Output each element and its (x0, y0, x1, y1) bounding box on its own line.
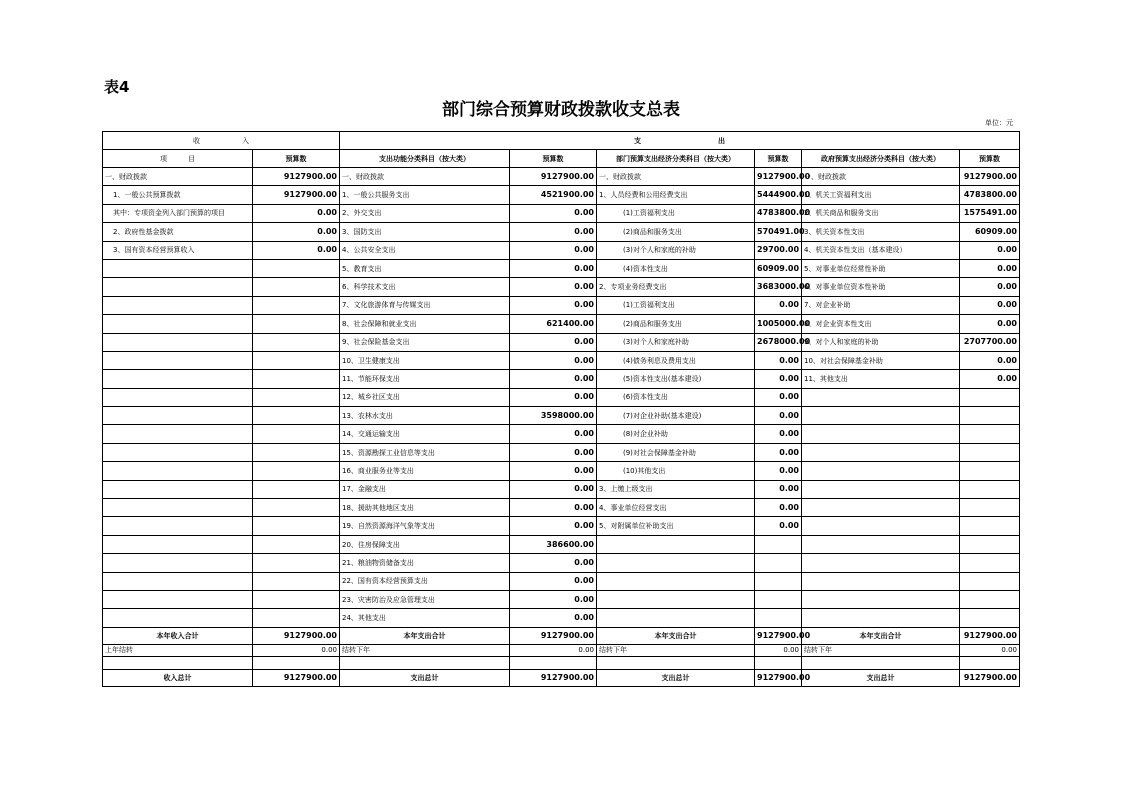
item-cell: 23、灾害防治及应急管理支出 (340, 590, 510, 608)
item-cell (103, 296, 253, 314)
item-cell (103, 656, 253, 669)
budget-cell: 2678000.00 (755, 333, 802, 351)
item-cell: 6、科学技术支出 (340, 278, 510, 296)
budget-header: 预算数 (253, 150, 340, 168)
page-title: 部门综合预算财政拨款收支总表 (442, 100, 680, 120)
group-header-row (103, 132, 1020, 150)
item-cell: 1、一般公共服务支出 (340, 186, 510, 204)
budget-cell: 0.00 (510, 425, 597, 443)
item-header: 项 目 (103, 150, 253, 168)
budget-cell: 0.00 (960, 259, 1020, 277)
budget-cell: 0.00 (253, 644, 340, 656)
table-row (103, 204, 1020, 222)
budget-cell (960, 462, 1020, 480)
table-row (103, 333, 1020, 351)
item-cell: 8、对企业资本性支出 (802, 315, 960, 333)
item-cell (103, 333, 253, 351)
item-cell: 4、机关资本性支出（基本建设） (802, 241, 960, 259)
item-cell: (4)债务利息及费用支出 (597, 351, 755, 369)
budget-cell: 0.00 (510, 388, 597, 406)
budget-cell: 0.00 (960, 644, 1020, 656)
func-header: 支出功能分类科目（按大类） (340, 150, 510, 168)
budget-cell: 9127900.00 (253, 669, 340, 686)
budget-cell: 0.00 (510, 517, 597, 535)
item-cell (103, 590, 253, 608)
item-cell (802, 590, 960, 608)
budget-cell (755, 554, 802, 572)
budget-cell (253, 370, 340, 388)
budget-cell: 2707700.00 (960, 333, 1020, 351)
item-cell (802, 425, 960, 443)
budget-cell (755, 535, 802, 553)
budget-cell: 570491.00 (755, 223, 802, 241)
item-cell (802, 407, 960, 425)
item-cell: 14、交通运输支出 (340, 425, 510, 443)
item-cell: 9、对个人和家庭的补助 (802, 333, 960, 351)
budget-cell: 0.00 (253, 241, 340, 259)
item-cell: 18、援助其他地区支出 (340, 499, 510, 517)
budget-cell: 0.00 (755, 480, 802, 498)
budget-cell: 0.00 (510, 443, 597, 461)
budget-cell: 9127900.00 (960, 168, 1020, 186)
budget-cell (253, 296, 340, 314)
budget-cell (253, 259, 340, 277)
item-cell: 一、财政拨款 (340, 168, 510, 186)
item-cell (103, 462, 253, 480)
budget-cell: 4783800.00 (960, 186, 1020, 204)
budget-cell: 0.00 (960, 351, 1020, 369)
budget-cell: 0.00 (510, 480, 597, 498)
budget-cell: 0.00 (253, 204, 340, 222)
item-cell: 21、粮油物资储备支出 (340, 554, 510, 572)
budget-cell (960, 425, 1020, 443)
item-cell: 2、专项业务经费支出 (597, 278, 755, 296)
item-cell: 上年结转 (103, 644, 253, 656)
item-cell (103, 407, 253, 425)
budget-cell: 0.00 (253, 223, 340, 241)
budget-cell: 9127900.00 (253, 627, 340, 644)
budget-cell (960, 609, 1020, 627)
budget-cell (960, 590, 1020, 608)
item-cell: 其中：专项资金列入部门预算的项目 (103, 204, 253, 222)
item-cell: (1)工资福利支出 (597, 296, 755, 314)
item-cell (802, 499, 960, 517)
item-cell: 20、住房保障支出 (340, 535, 510, 553)
item-cell: 支出总计 (802, 669, 960, 686)
budget-cell (755, 609, 802, 627)
item-cell (103, 480, 253, 498)
budget-cell: 0.00 (960, 370, 1020, 388)
item-cell (103, 425, 253, 443)
item-cell: (3)对个人和家庭补助 (597, 333, 755, 351)
item-cell: (1)工资福利支出 (597, 204, 755, 222)
budget-cell: 0.00 (755, 425, 802, 443)
budget-cell: 1575491.00 (960, 204, 1020, 222)
budget-cell (960, 443, 1020, 461)
budget-cell (253, 517, 340, 535)
budget-cell (960, 656, 1020, 669)
item-cell: 7、对企业补助 (802, 296, 960, 314)
budget-cell: 3683000.00 (755, 278, 802, 296)
budget-cell (253, 351, 340, 369)
table-row (103, 554, 1020, 572)
item-cell: 4、公共安全支出 (340, 241, 510, 259)
table-row (103, 407, 1020, 425)
item-cell: 本年支出合计 (340, 627, 510, 644)
budget-cell: 0.00 (755, 388, 802, 406)
table-row (103, 315, 1020, 333)
table-row (103, 535, 1020, 553)
budget-cell: 0.00 (755, 351, 802, 369)
budget-cell: 0.00 (510, 572, 597, 590)
budget-cell (253, 554, 340, 572)
budget-table (102, 131, 1020, 687)
item-cell: 6、对事业单位资本性补助 (802, 278, 960, 296)
budget-cell: 0.00 (510, 462, 597, 480)
budget-cell: 0.00 (510, 259, 597, 277)
table-row (103, 168, 1020, 186)
table-row (103, 462, 1020, 480)
item-cell (802, 535, 960, 553)
year-total-row (103, 627, 1020, 644)
item-cell: 一、财政拨款 (802, 168, 960, 186)
item-cell (802, 443, 960, 461)
budget-cell: 0.00 (510, 554, 597, 572)
budget-cell: 0.00 (960, 278, 1020, 296)
item-cell: (3)对个人和家庭的补助 (597, 241, 755, 259)
budget-cell: 4783800.00 (755, 204, 802, 222)
item-cell: 3、机关资本性支出 (802, 223, 960, 241)
table-number: 表4 (104, 78, 130, 96)
budget-cell: 0.00 (510, 241, 597, 259)
item-cell: (4)资本性支出 (597, 259, 755, 277)
table-row (103, 296, 1020, 314)
budget-cell (253, 609, 340, 627)
item-cell: 本年支出合计 (597, 627, 755, 644)
table-row (103, 425, 1020, 443)
budget-cell: 5444900.00 (755, 186, 802, 204)
budget-cell: 0.00 (510, 296, 597, 314)
dept-econ-header: 部门预算支出经济分类科目（按大类） (597, 150, 755, 168)
budget-cell: 0.00 (755, 644, 802, 656)
table-row (103, 499, 1020, 517)
budget-cell: 0.00 (960, 315, 1020, 333)
item-cell: 结转下年 (802, 644, 960, 656)
table-row (103, 590, 1020, 608)
item-cell (597, 590, 755, 608)
income-group-header: 收 入 (103, 132, 340, 150)
budget-cell: 1005000.00 (755, 315, 802, 333)
table-row (103, 278, 1020, 296)
item-cell: 19、自然资源海洋气象等支出 (340, 517, 510, 535)
item-cell (103, 609, 253, 627)
item-cell (597, 535, 755, 553)
budget-cell: 0.00 (510, 370, 597, 388)
item-cell (103, 443, 253, 461)
item-cell (802, 609, 960, 627)
item-cell (103, 351, 253, 369)
item-cell (802, 554, 960, 572)
budget-cell (253, 278, 340, 296)
item-cell (103, 517, 253, 535)
budget-cell: 621400.00 (510, 315, 597, 333)
budget-cell (253, 333, 340, 351)
item-cell (802, 480, 960, 498)
item-cell (340, 656, 510, 669)
budget-header: 预算数 (510, 150, 597, 168)
item-cell: 2、政府性基金拨款 (103, 223, 253, 241)
budget-cell (253, 425, 340, 443)
item-cell (802, 656, 960, 669)
budget-cell: 0.00 (755, 499, 802, 517)
budget-cell (510, 656, 597, 669)
item-cell: (8)对企业补助 (597, 425, 755, 443)
item-cell (597, 572, 755, 590)
item-cell: (9)对社会保障基金补助 (597, 443, 755, 461)
item-cell (597, 554, 755, 572)
budget-cell: 0.00 (755, 407, 802, 425)
budget-cell (960, 554, 1020, 572)
item-cell: 3、国防支出 (340, 223, 510, 241)
item-cell: 5、对事业单位经常性补助 (802, 259, 960, 277)
budget-cell: 0.00 (510, 223, 597, 241)
item-cell (103, 315, 253, 333)
budget-cell (253, 656, 340, 669)
table-row (103, 517, 1020, 535)
budget-cell (960, 535, 1020, 553)
item-cell (103, 278, 253, 296)
budget-cell: 0.00 (755, 462, 802, 480)
item-cell (802, 388, 960, 406)
item-cell: 24、其他支出 (340, 609, 510, 627)
item-cell: (2)商品和服务支出 (597, 223, 755, 241)
carry-row (103, 644, 1020, 656)
expense-group-header: 支 出 (340, 132, 1020, 150)
budget-cell: 60909.00 (960, 223, 1020, 241)
item-cell: 2、机关商品和服务支出 (802, 204, 960, 222)
item-cell: (10)其他支出 (597, 462, 755, 480)
item-cell: 9、社会保险基金支出 (340, 333, 510, 351)
item-cell: 支出总计 (597, 669, 755, 686)
grand-total-row (103, 669, 1020, 686)
budget-cell: 0.00 (755, 517, 802, 535)
budget-cell: 0.00 (510, 499, 597, 517)
budget-cell (253, 572, 340, 590)
item-cell: (6)资本性支出 (597, 388, 755, 406)
budget-cell: 4521900.00 (510, 186, 597, 204)
table-row (103, 480, 1020, 498)
budget-cell (253, 499, 340, 517)
table-row (103, 259, 1020, 277)
item-cell: 5、教育支出 (340, 259, 510, 277)
item-cell (103, 499, 253, 517)
table-row (103, 241, 1020, 259)
table-row (103, 443, 1020, 461)
budget-header: 预算数 (960, 150, 1020, 168)
budget-cell (253, 535, 340, 553)
item-cell (597, 656, 755, 669)
item-cell (597, 609, 755, 627)
item-cell: 8、社会保障和就业支出 (340, 315, 510, 333)
gov-econ-header: 政府预算支出经济分类科目（按大类） (802, 150, 960, 168)
budget-cell: 9127900.00 (755, 669, 802, 686)
item-cell: 7、文化旅游体育与传媒支出 (340, 296, 510, 314)
item-cell: 3、上缴上级支出 (597, 480, 755, 498)
item-cell: 1、一般公共预算拨款 (103, 186, 253, 204)
budget-cell: 0.00 (510, 351, 597, 369)
budget-cell (960, 517, 1020, 535)
budget-cell: 29700.00 (755, 241, 802, 259)
table-row (103, 370, 1020, 388)
budget-cell (253, 388, 340, 406)
item-cell: 一、财政拨款 (597, 168, 755, 186)
budget-cell (960, 480, 1020, 498)
item-cell (802, 572, 960, 590)
table-row (103, 572, 1020, 590)
item-cell: 5、对附属单位补助支出 (597, 517, 755, 535)
budget-cell: 9127900.00 (253, 168, 340, 186)
item-cell: (5)资本性支出(基本建设) (597, 370, 755, 388)
item-cell: 17、金融支出 (340, 480, 510, 498)
budget-cell: 0.00 (510, 333, 597, 351)
item-cell: 11、节能环保支出 (340, 370, 510, 388)
item-cell (103, 572, 253, 590)
budget-cell (755, 572, 802, 590)
item-cell: 3、国有资本经营预算收入 (103, 241, 253, 259)
budget-cell: 0.00 (755, 370, 802, 388)
budget-cell: 0.00 (510, 644, 597, 656)
budget-header: 预算数 (755, 150, 802, 168)
budget-cell (755, 656, 802, 669)
column-header-row (103, 150, 1020, 168)
budget-cell: 9127900.00 (755, 168, 802, 186)
item-cell: 13、农林水支出 (340, 407, 510, 425)
budget-cell: 0.00 (510, 278, 597, 296)
item-cell (103, 259, 253, 277)
item-cell (103, 388, 253, 406)
budget-cell: 3598000.00 (510, 407, 597, 425)
item-cell: 1、人员经费和公用经费支出 (597, 186, 755, 204)
item-cell: 一、财政拨款 (103, 168, 253, 186)
budget-cell (253, 480, 340, 498)
budget-cell: 9127900.00 (253, 186, 340, 204)
item-cell: 本年收入合计 (103, 627, 253, 644)
budget-cell: 9127900.00 (755, 627, 802, 644)
item-cell: 本年支出合计 (802, 627, 960, 644)
table-row (103, 609, 1020, 627)
item-cell: 15、资源勘探工业信息等支出 (340, 443, 510, 461)
budget-cell: 0.00 (755, 443, 802, 461)
budget-cell (960, 499, 1020, 517)
budget-cell (960, 407, 1020, 425)
item-cell: 10、对社会保障基金补助 (802, 351, 960, 369)
budget-cell: 0.00 (510, 590, 597, 608)
budget-cell: 0.00 (960, 241, 1020, 259)
budget-cell: 0.00 (510, 204, 597, 222)
item-cell: 2、外交支出 (340, 204, 510, 222)
item-cell: 支出总计 (340, 669, 510, 686)
table-row (103, 186, 1020, 204)
budget-cell: 9127900.00 (960, 669, 1020, 686)
unit-label: 单位：元 (985, 119, 1013, 127)
item-cell: 1、机关工资福利支出 (802, 186, 960, 204)
item-cell: 22、国有资本经营预算支出 (340, 572, 510, 590)
budget-cell: 0.00 (510, 609, 597, 627)
budget-cell (253, 590, 340, 608)
item-cell: 10、卫生健康支出 (340, 351, 510, 369)
budget-cell: 386600.00 (510, 535, 597, 553)
item-cell: 11、其他支出 (802, 370, 960, 388)
budget-cell (253, 462, 340, 480)
budget-cell: 0.00 (755, 296, 802, 314)
budget-cell: 9127900.00 (510, 627, 597, 644)
budget-cell (755, 590, 802, 608)
item-cell: 结转下年 (340, 644, 510, 656)
budget-cell (253, 315, 340, 333)
budget-cell (253, 443, 340, 461)
budget-cell: 9127900.00 (960, 627, 1020, 644)
budget-cell: 0.00 (960, 296, 1020, 314)
item-cell (802, 462, 960, 480)
table-row (103, 223, 1020, 241)
budget-cell (960, 388, 1020, 406)
item-cell: 结转下年 (597, 644, 755, 656)
budget-cell: 9127900.00 (510, 669, 597, 686)
budget-cell (253, 407, 340, 425)
item-cell: (7)对企业补助(基本建设) (597, 407, 755, 425)
blank-row (103, 656, 1020, 669)
item-cell (103, 535, 253, 553)
item-cell: 16、商业服务业等支出 (340, 462, 510, 480)
table-row (103, 388, 1020, 406)
budget-cell: 60909.00 (755, 259, 802, 277)
item-cell: 4、事业单位经营支出 (597, 499, 755, 517)
item-cell: 12、城乡社区支出 (340, 388, 510, 406)
item-cell (103, 554, 253, 572)
item-cell: 收入总计 (103, 669, 253, 686)
item-cell: (2)商品和服务支出 (597, 315, 755, 333)
item-cell (103, 370, 253, 388)
budget-cell (960, 572, 1020, 590)
budget-cell: 9127900.00 (510, 168, 597, 186)
table-row (103, 351, 1020, 369)
item-cell (802, 517, 960, 535)
